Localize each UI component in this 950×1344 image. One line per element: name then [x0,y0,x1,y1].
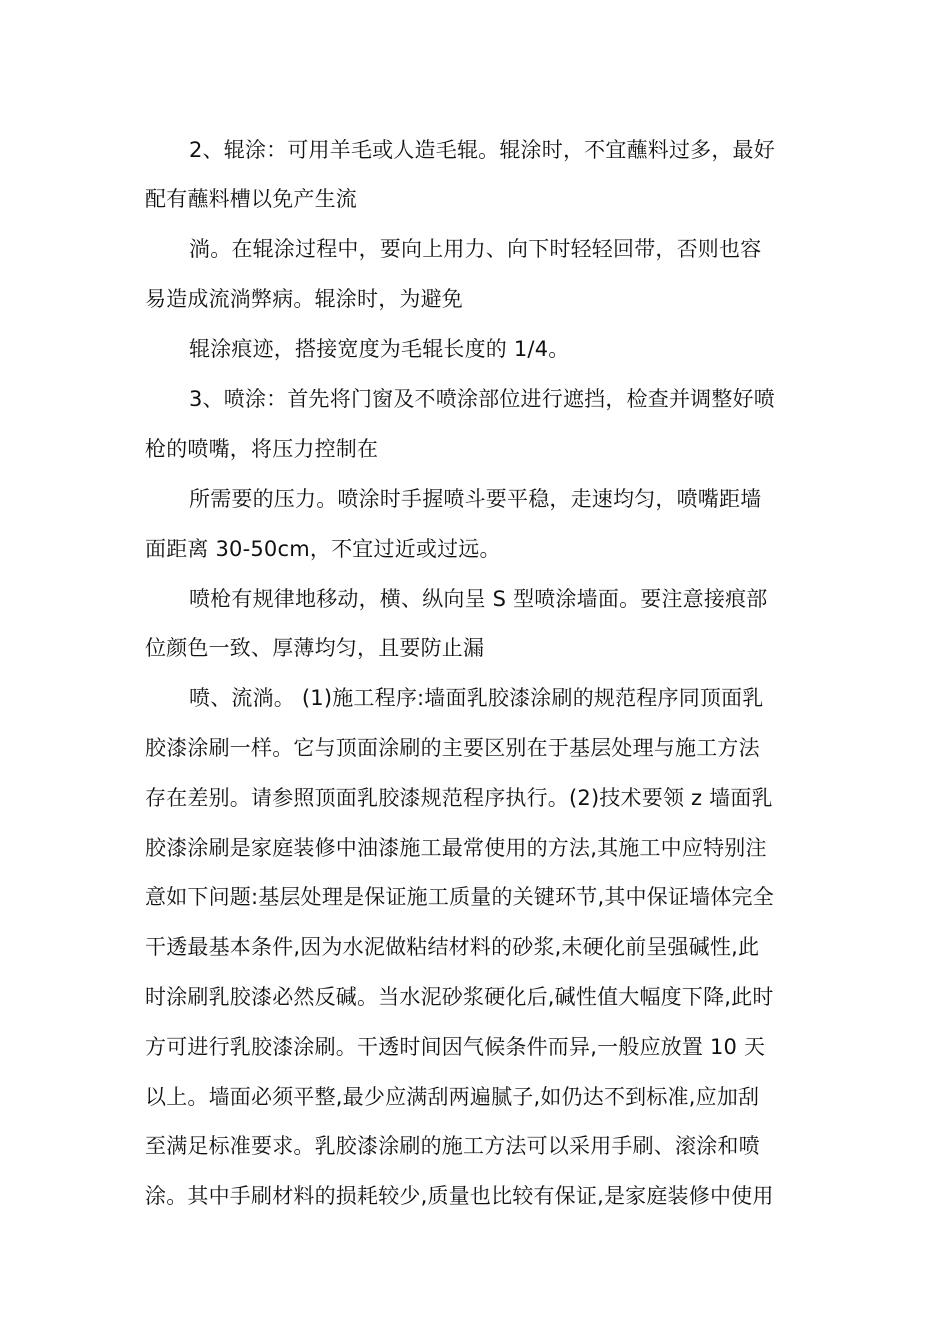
text-line: 面距离 30-50cm，不宜过近或过远。 [145,537,501,561]
text-line: 以上。墙面必须平整,最少应满刮两遍腻子,如仍达不到标准,应加刮 [145,1085,760,1109]
text-line: 方可进行乳胶漆涂刷。干透时间因气候条件而异,一般应放置 10 天 [145,1035,766,1059]
text-line: 3、喷涂：首先将门窗及不喷涂部位进行遮挡，检查并调整好喷 [189,387,775,411]
text-line: 涂。其中手刷材料的损耗较少,质量也比较有保证,是家庭装修中使用 [145,1184,774,1208]
text-line: 胶漆涂刷一样。它与顶面涂刷的主要区别在于基层处理与施工方法 [145,736,760,760]
text-line: 至满足标准要求。乳胶漆涂刷的施工方法可以采用手刷、滚涂和喷 [145,1134,760,1158]
text-line: 辊涂痕迹，搭接宽度为毛辊长度的 1/4。 [189,337,570,361]
text-line: 枪的喷嘴，将压力控制在 [145,437,379,461]
text-line: 时涂刷乳胶漆必然反碱。当水泥砂浆硬化后,碱性值大幅度下降,此时 [145,985,774,1009]
text-line: 易造成流淌弊病。辊涂时，为避免 [145,287,463,311]
text-line: 干透最基本条件,因为水泥做粘结材料的砂浆,未硬化前呈强碱性,此 [145,935,760,959]
text-line: 存在差别。请参照顶面乳胶漆规范程序执行。(2)技术要领 z 墙面乳 [145,786,773,810]
text-line: 意如下问题:基层处理是保证施工质量的关键环节,其中保证墙体完全 [145,885,774,909]
text-line: 胶漆涂刷是家庭装修中油漆施工最常使用的方法,其施工中应特别注 [145,836,767,860]
text-line: 喷、流淌。 (1)施工程序:墙面乳胶漆涂刷的规范程序同顶面乳 [189,686,764,710]
text-line: 位颜色一致、厚薄均匀，且要防止漏 [145,636,485,660]
text-line: 淌。在辊涂过程中，要向上用力、向下时轻轻回带，否则也容 [189,237,762,261]
text-line: 2、辊涂：可用羊毛或人造毛辊。辊涂时，不宜蘸料过多，最好 [189,138,775,162]
text-line: 所需要的压力。喷涂时手握喷斗要平稳，走速均匀，喷嘴距墙 [189,487,762,511]
text-line: 喷枪有规律地移动，横、纵向呈 S 型喷涂墙面。要注意接痕部 [189,587,768,611]
text-line: 配有蘸料槽以免产生流 [145,187,357,211]
